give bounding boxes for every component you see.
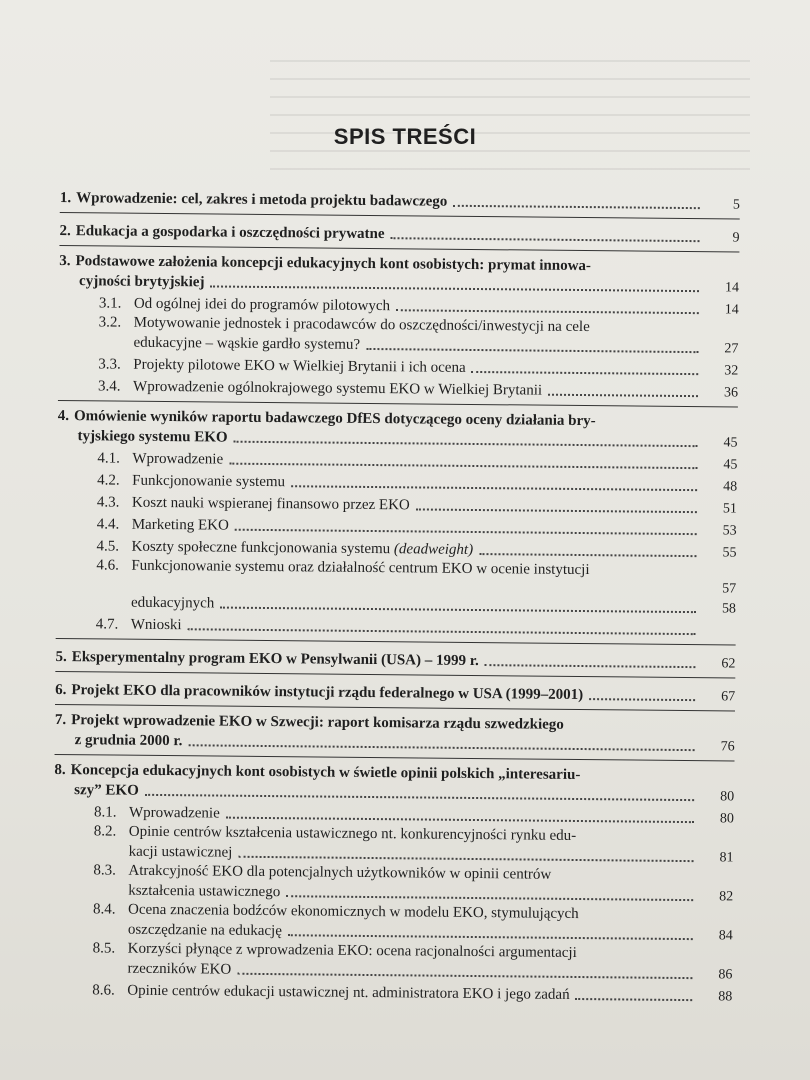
- dot-leader: [286, 895, 693, 901]
- entry-title-line2: kształcenia ustawicznego: [128, 882, 281, 901]
- entry-page: 88: [718, 989, 733, 1005]
- toc-subentry[interactable]: [53, 861, 733, 907]
- entry-number: 3.1.: [98, 295, 122, 312]
- entry-number: 3.3.: [98, 356, 121, 373]
- entry-page: 86: [718, 967, 733, 983]
- entry-title-line2: szy” EKO: [74, 782, 139, 799]
- dot-leader: [188, 744, 694, 751]
- toc-subentry[interactable]: [58, 313, 738, 359]
- entry-number: 8.4.: [92, 901, 116, 918]
- entry-title-line2: rzeczników EKO: [127, 960, 232, 978]
- entry-number: 1.: [59, 189, 72, 207]
- dot-leader: [472, 371, 699, 375]
- entry-title: Projekt EKO dla pracowników instytucji rządu federalnego w USA (1999–2001): [71, 682, 584, 704]
- entry-number: 4.3.: [96, 494, 120, 511]
- entry-title-line2: cyjności brytyjskiej: [79, 273, 205, 291]
- dot-leader: [234, 441, 698, 447]
- entry-title: Od ogólnej idei do programów pilotowych: [133, 295, 391, 315]
- toc-entry[interactable]: [59, 219, 739, 248]
- dot-leader: [188, 628, 696, 635]
- entry-number: 4.4.: [96, 516, 120, 533]
- entry-page: 81: [719, 850, 734, 866]
- entry-title: Koszty społeczne funkcjonowania systemu: [131, 538, 391, 558]
- show-through-text: [270, 60, 750, 170]
- toc-section-5: [55, 645, 735, 679]
- entry-page: 27: [724, 341, 739, 357]
- toc-section-2: [59, 219, 739, 253]
- entry-title-line1: Projekt wprowadzenie EKO w Szwecji: raport komisarza rządu szwedzkiego: [71, 712, 564, 733]
- toc-section-3: [58, 252, 739, 408]
- toc-entry[interactable]: [54, 761, 734, 807]
- entry-title-line1: Ocena znaczenia bodźców ekonomicznych w modelu EKO, stymulujących: [127, 901, 579, 923]
- entry-page: 82: [719, 889, 734, 905]
- entry-number: 7.: [54, 711, 67, 729]
- dot-leader: [416, 508, 697, 513]
- dot-leader: [479, 553, 696, 557]
- entry-number: 4.1.: [97, 450, 120, 467]
- toc-subentry[interactable]: [54, 822, 734, 868]
- toc-entry[interactable]: [55, 711, 735, 757]
- entry-title-line1: Omówienie wyników raportu badawczego DfES dotyczącego oceny działania bry-: [73, 408, 596, 430]
- entry-number: 3.: [59, 252, 71, 270]
- toc-entry[interactable]: [58, 407, 738, 453]
- entry-title-line1: Koncepcja edukacyjnych kont osobistych w świetle opinii polskich „interesariu-: [70, 762, 581, 784]
- page-title: SPIS TREŚCI: [333, 124, 477, 149]
- dot-leader: [235, 529, 697, 535]
- entry-number: 4.2.: [97, 472, 120, 489]
- dot-leader: [226, 817, 694, 823]
- entry-page: 67: [721, 689, 736, 705]
- entry-title: Wprowadzenie: [128, 804, 220, 822]
- toc-subentry[interactable]: [53, 900, 733, 946]
- dot-leader: [237, 973, 692, 979]
- entry-page: 9: [732, 230, 740, 246]
- toc-section-7: [55, 711, 735, 762]
- dot-leader: [288, 934, 693, 940]
- entry-title: Wprowadzenie: cel, zakres i metoda projektu badawczego: [76, 190, 448, 210]
- dot-leader: [396, 309, 699, 314]
- entry-page: 80: [720, 789, 735, 805]
- entry-page: 14: [724, 280, 740, 296]
- entry-number: 5.: [55, 648, 67, 666]
- table-of-contents: [52, 186, 740, 1016]
- dot-leader: [229, 463, 697, 469]
- entry-title: Marketing EKO: [131, 516, 229, 534]
- toc-section-8: [52, 761, 734, 1011]
- entry-page: 62: [721, 656, 736, 672]
- entry-title: Funkcjonowanie systemu: [132, 472, 286, 491]
- entry-title: Projekty pilotowe EKO w Wielkiej Brytanii i ich ocena: [133, 356, 466, 376]
- entry-title-line1: Motywowanie jednostek i pracodawców do oszczędności/inwestycji na cele: [133, 314, 590, 336]
- entry-title-italic: (deadweight): [393, 541, 474, 558]
- dot-leader: [145, 794, 694, 801]
- entry-title: Opinie centrów edukacji ustawicznej nt. administratora EKO i jego zadań: [127, 982, 570, 1003]
- entry-number: 3.2.: [98, 314, 122, 331]
- entry-page: 84: [718, 928, 733, 944]
- entry-page: 48: [723, 479, 738, 495]
- entry-title-line2: oszczędzanie na edukację: [127, 921, 283, 940]
- entry-page: 36: [723, 385, 739, 401]
- entry-page: 53: [722, 523, 737, 539]
- entry-page: 5: [732, 197, 740, 213]
- entry-title-line2: z grudnia 2000 r.: [74, 732, 183, 750]
- entry-title: Koszt nauki wspieranej finansowo przez EKO: [131, 494, 410, 514]
- dot-leader: [220, 607, 696, 614]
- entry-title-line1: Funkcjonowanie systemu oraz działalność centrum EKO w ocenie instytucji: [131, 557, 590, 579]
- entry-title-line2: edukacyjne – wąskie gardło systemu?: [133, 334, 361, 353]
- entry-title-line1: Opinie centrów kształcenia ustawicznego nt. konkurencyjności rynku edu-: [128, 823, 577, 844]
- dot-leader: [238, 856, 693, 862]
- dot-leader: [391, 237, 700, 242]
- dot-leader: [576, 998, 693, 1001]
- entry-number: 6.: [55, 681, 67, 699]
- entry-number: 8.2.: [93, 823, 117, 840]
- entry-title: Eksperymentalny program EKO w Pensylwanii (USA) – 1999 r.: [71, 649, 479, 670]
- entry-page: 80: [719, 811, 735, 827]
- entry-title: Wnioski: [130, 616, 182, 634]
- dot-leader: [548, 394, 698, 397]
- entry-page: 14: [724, 302, 739, 318]
- entry-number: 4.7.: [95, 616, 119, 633]
- toc-subentry[interactable]: [56, 556, 737, 619]
- toc-subentry[interactable]: [52, 939, 732, 985]
- dot-leader: [485, 664, 696, 668]
- entry-number: 4.6.: [96, 557, 119, 574]
- dot-leader: [291, 485, 697, 491]
- toc-entry[interactable]: [55, 645, 735, 674]
- entry-title-line1: Atrakcyjność EKO dla potencjalnych użytkowników w opinii centrów: [128, 862, 552, 883]
- entry-number: 8.1.: [93, 804, 117, 821]
- toc-entry[interactable]: [55, 678, 735, 707]
- dot-leader: [453, 205, 700, 209]
- entry-title-line2: tyjskiego systemu EKO: [77, 428, 228, 446]
- entry-page: 32: [724, 363, 739, 379]
- entry-title: Edukacja a gospodarka i oszczędności prywatne: [75, 223, 385, 243]
- entry-page-continued: 58: [721, 601, 737, 617]
- entry-page: 45: [723, 457, 738, 473]
- toc-entry[interactable]: [60, 186, 740, 215]
- entry-title: Wprowadzenie: [132, 450, 224, 468]
- entry-title-line1: Korzyści płynące z wprowadzenia EKO: ocena racjonalności argumentacji: [127, 940, 577, 961]
- dot-leader: [589, 698, 695, 701]
- entry-page: 45: [723, 435, 738, 451]
- entry-number: 8.: [54, 761, 66, 779]
- toc-section-6: [55, 678, 735, 712]
- entry-number: 4.5.: [96, 538, 120, 555]
- entry-title: Wprowadzenie ogólnokrajowego systemu EKO w Wielkiej Brytanii: [132, 378, 543, 399]
- entry-number: 4.: [57, 407, 70, 425]
- toc-section-4: [56, 407, 738, 646]
- dot-leader: [210, 285, 699, 292]
- entry-page: 76: [720, 739, 735, 755]
- entry-number: 2.: [59, 222, 71, 240]
- entry-page: 57: [722, 581, 737, 597]
- toc-section-1: [60, 186, 740, 220]
- toc-entry[interactable]: [59, 252, 739, 298]
- entry-page: 55: [722, 545, 737, 561]
- entry-title-line2: edukacyjnych: [130, 594, 215, 612]
- entry-title-line2: kacji ustawicznej: [128, 843, 233, 861]
- entry-number: 8.5.: [92, 940, 116, 957]
- entry-number: 8.3.: [93, 862, 117, 879]
- entry-title-line1: Podstawowe założenia koncepcji edukacyjnych kont osobistych: prymat innowa-: [75, 253, 592, 275]
- entry-number: 3.4.: [98, 378, 121, 395]
- entry-number: 8.6.: [92, 982, 115, 999]
- dot-leader: [366, 348, 698, 353]
- entry-page: 51: [722, 501, 738, 517]
